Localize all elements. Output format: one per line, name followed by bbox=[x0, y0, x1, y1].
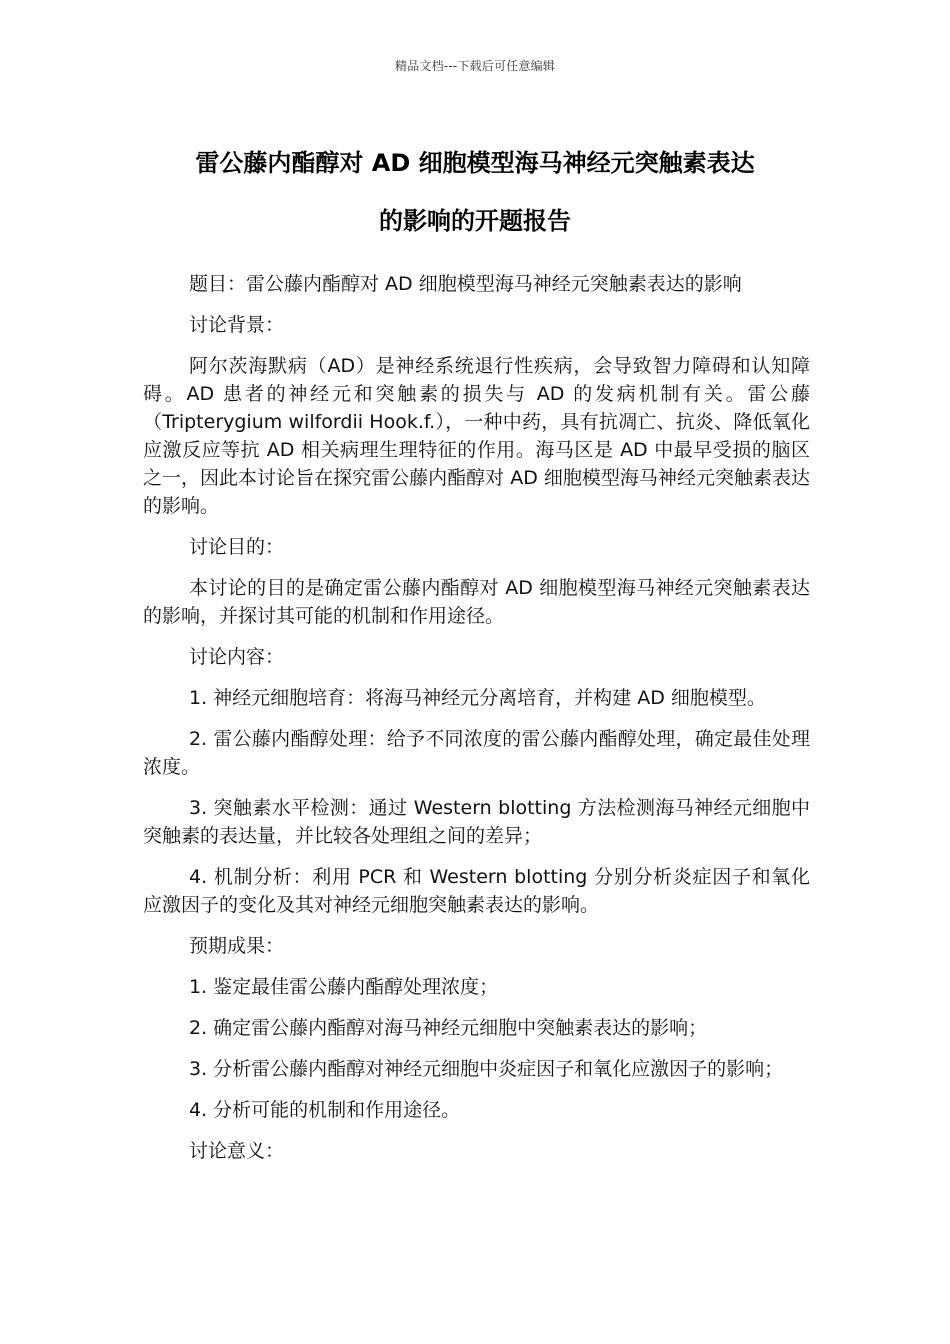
content-item-3: 3. 突触素水平检测：通过 Western blotting 方法检测海马神经元细胞中突触素的表达量，并比较各处理组之间的差异； bbox=[143, 797, 810, 847]
document-body bbox=[143, 270, 810, 1178]
content-item-1: 1. 神经元细胞培育：将海马神经元分离培育，并构建 AD 细胞模型。 bbox=[189, 687, 766, 709]
results-heading: 预期成果： bbox=[189, 935, 285, 957]
significance-heading: 讨论意义： bbox=[189, 1140, 285, 1162]
background-heading: 讨论背景： bbox=[189, 314, 285, 336]
content-heading: 讨论内容： bbox=[189, 646, 285, 668]
results-item-4: 4. 分析可能的机制和作用途径。 bbox=[189, 1099, 461, 1121]
header-note: 精品文档---下载后可任意编辑 bbox=[395, 59, 555, 73]
background-paragraph: 阿尔茨海默病（AD）是神经系统退行性疾病，会导致智力障碍和认知障碍。AD 患者的神经元和突触素的损失与 AD 的发病机制有关。雷公藤（Tripterygium wilfordii Hook.f.），一种中药，具有抗凋亡、抗炎、降低氧化应激反应等抗 AD 相关病理生理特征的作用。海马区是 AD 中最早受损的脑区之一，因此本讨论旨在探究雷公藤内酯醇对 AD 细胞模型海马神经元突触素表达的影响。 bbox=[143, 355, 810, 517]
document-title bbox=[120, 134, 830, 250]
title-line-2: 的影响的开题报告 bbox=[379, 207, 571, 235]
results-item-1: 1. 鉴定最佳雷公藤内酯醇处理浓度； bbox=[189, 976, 499, 998]
content-item-2: 2. 雷公藤内酯醇处理：给予不同浓度的雷公藤内酯醇处理，确定最佳处理浓度。 bbox=[143, 728, 810, 778]
content-item-4: 4. 机制分析：利用 PCR 和 Western blotting 分别分析炎症因子和氧化应激因子的变化及其对神经元细胞突触素表达的影响。 bbox=[143, 866, 810, 916]
title-line-1: 雷公藤内酯醇对 AD 细胞模型海马神经元突触素表达 bbox=[195, 149, 755, 177]
topic-paragraph: 题目：雷公藤内酯醇对 AD 细胞模型海马神经元突触素表达的影响 bbox=[189, 273, 742, 295]
results-item-2: 2. 确定雷公藤内酯醇对海马神经元细胞中突触素表达的影响； bbox=[189, 1017, 708, 1039]
purpose-paragraph: 本讨论的目的是确定雷公藤内酯醇对 AD 细胞模型海马神经元突触素表达的影响，并探讨其可能的机制和作用途径。 bbox=[143, 577, 810, 627]
results-item-3: 3. 分析雷公藤内酯醇对神经元细胞中炎症因子和氧化应激因子的影响； bbox=[189, 1058, 784, 1080]
purpose-heading: 讨论目的： bbox=[189, 536, 285, 558]
